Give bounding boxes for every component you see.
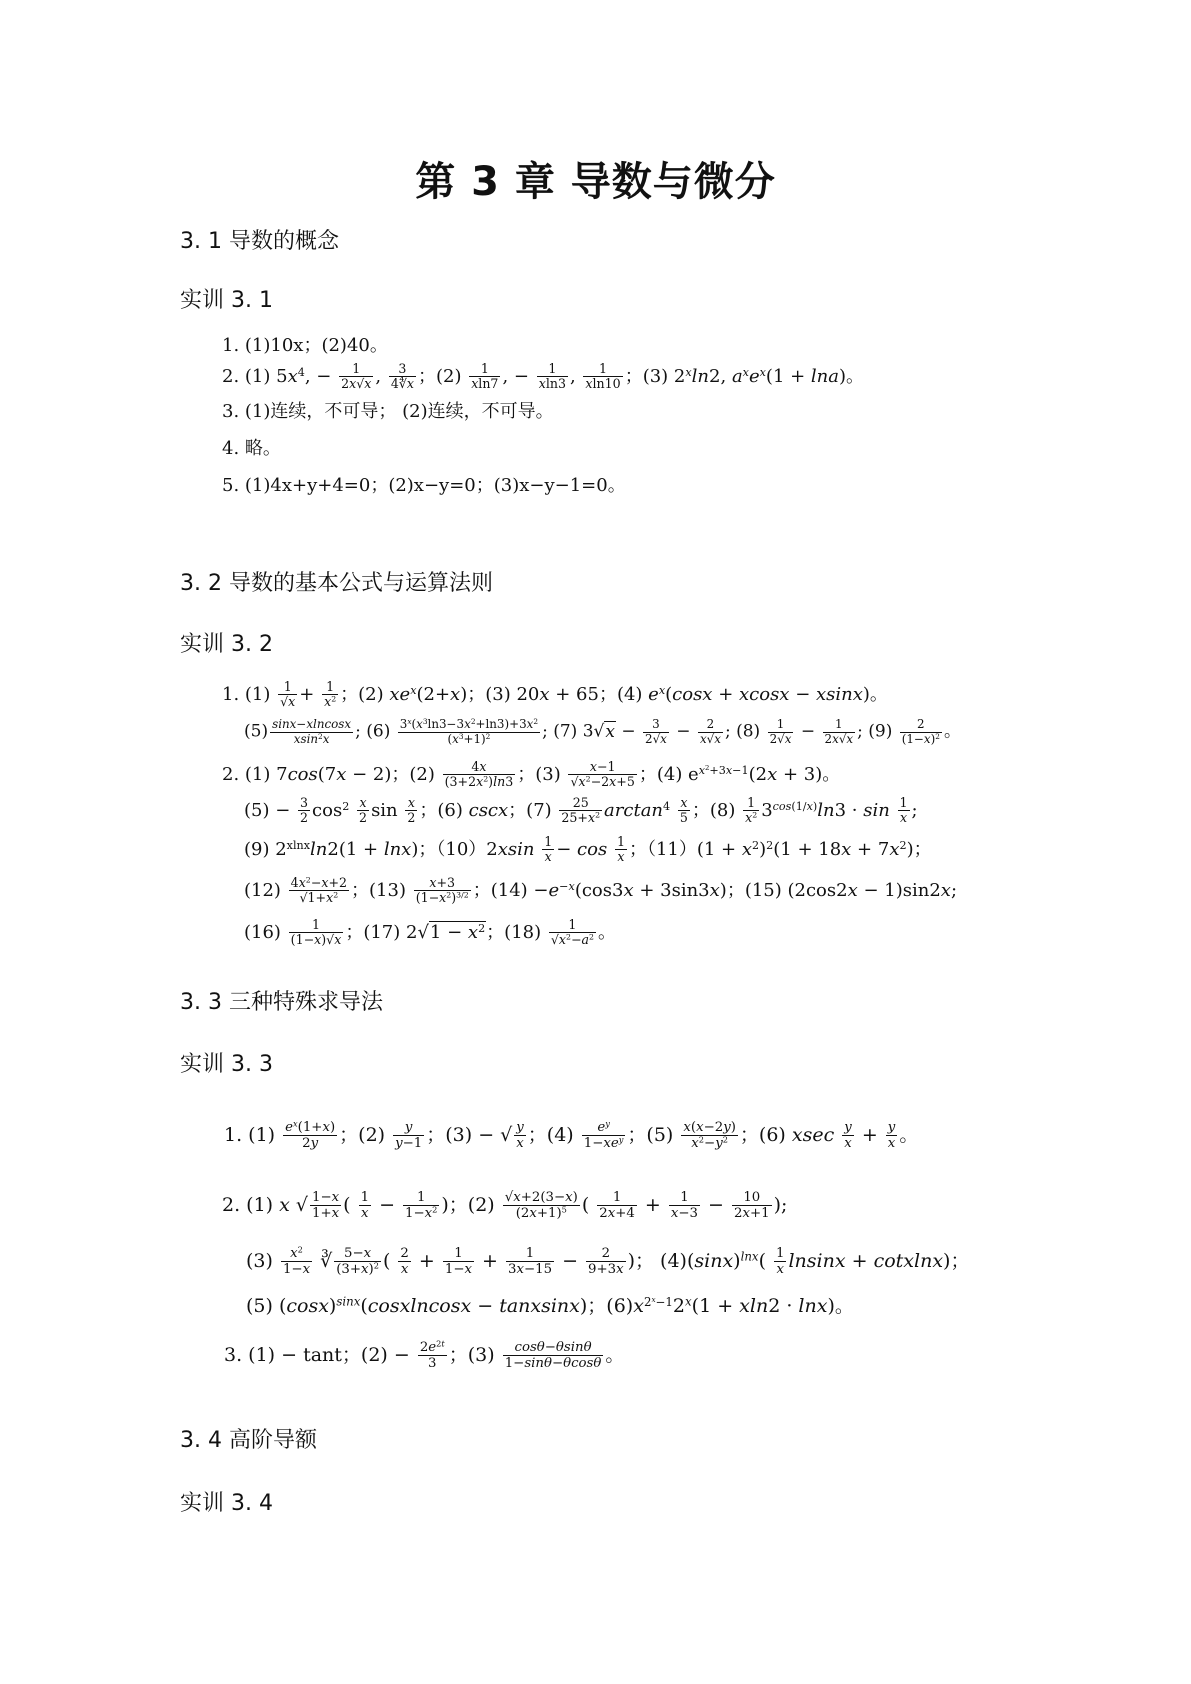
section-heading-3-4: 3. 4 高阶导额 (180, 1428, 317, 1453)
answer-3-1-3: 3. (1)连续，不可导； (2)连续，不可导。 (222, 401, 554, 422)
answer-3-2-2-e: (16) $\frac{1}{(1-x)√x}$ ；(17) $2√1 - x^2$；(18) $\frac{1}{√x^2-a^2}$ 。 (244, 917, 616, 948)
answer-3-1-5: 5. (1)4x+y+4=0；(2)x−y=0；(3)x−y−1=0。 (222, 475, 626, 496)
section-heading-3-2: 3. 2 导数的基本公式与运算法则 (180, 571, 493, 596)
exercise-heading-3-1: 实训 3. 1 (180, 288, 273, 313)
section-heading-3-3: 3. 3 三种特殊求导法 (180, 990, 383, 1015)
answer-3-2-1: 1. (1) $\frac{1}{√x}$ + $\frac{1}{x^2}$ ；(2) $xe^x(2+x)$；(3) 20x + 65；(4) $e^x(\cos x + xcosx - xsinx)$。 (222, 679, 888, 710)
answer-3-2-1-cont: (5) $\frac{\text{sinx−xlncosx}}{xsin^2x}$ ; (6) $\frac{3^x(x^3\ln 3-3x^2+\ln 3)+3x^2}{(x^3+1)^2}$ ; (7) 3√x − $\frac{3}{2√x}$ − $\frac{2}{x√x}$ ; (8) $\frac{1}{2√x}$ − $\frac{1}{2x√x}$ ; (9) $\frac{2}{(1-x)^2}$ 。 (244, 716, 961, 746)
answer-3-3-1: 1. (1) $\frac{e^x(1+x)}{2y}$ ；(2) $\frac{y}{y-1}$ ；(3) − √ $\frac{y}{x}$ ；(4) $e^y$ $1-xe^y$ ；(5) $\frac{x(x-2y)}{x^2-y^2}$ ；(6) xsec $\frac{y}{x}$ + $\frac{y}{x}$ 。 (224, 1118, 919, 1152)
answer-3-2-2: 2. (1) 7cos(7x − 2)；(2) $\frac{4x}{(3+2x^2)\ln 3}$ ；(3) $\frac{x-1}{√x^2-2x+5}$ ；(4) $e^{x^2+3x-1}(2x + 3)$。 (222, 759, 841, 790)
answer-3-3-3: 3. (1) − tant；(2) − $\frac{2e^{2t}}{3}$ ；(3) $\frac{\cos\theta-\theta\sin\theta}{1-\sin\theta-\theta\cos\theta}$ 。 (224, 1338, 625, 1372)
answer-3-1-1: 1. (1)10x；(2)40。 (222, 335, 388, 356)
exercise-heading-3-2: 实训 3. 2 (180, 632, 273, 657)
answer-3-1-2: 2. (1) $5x^4$, − $\frac{1}{2x√x}$ , $\frac{3}{4∜x}$ ；(2) $\frac{1}{xln7}$ , − $\frac{1}{xln3}$ , $\frac{1}{xln10}$ ；(3) 2$^x$ln2, $a^xe^x(1 + \ln a)$。 (222, 361, 865, 392)
exercise-heading-3-3: 实训 3. 3 (180, 1052, 273, 1077)
answer-3-3-2-c: (5) $(\cos x)^{sinx}(cosxlncosx$ − tanxsinx)；$(6)x^{2^x-1}2^x(1 + xln2 \cdot \ln x)$。 (246, 1294, 854, 1317)
answer-3-3-2: 2. (1) x √ $\frac{1-x}{1+x}$ ( $\frac{1}{x}$ − $\frac{1}{1-x^2}$ )；(2) $\frac{√x+2(3-x)}{(2x+1)^5}$ ( $\frac{1}{2x+4}$ + $\frac{1}{x-3}$ − $\frac{10}{2x+1}$ ); (222, 1190, 788, 1222)
answer-3-2-2-c: (9) $2^{xlnx}\ln 2(1 + \ln x)$；（10）2xsin $\frac{1}{x}$ − cos $\frac{1}{x}$ ；$(11)(1 + x^2)^2(1 + 18x + 7x^2)$； (244, 834, 932, 865)
answer-3-2-2-d: (12) $\frac{4x^2-x+2}{√1+x^2}$ ；(13) $\frac{x+3}{(1-x^2)^{3/2}}$ ；$(14) -e^{-x}(\cos 3x + 3\sin 3x)$；(15) (2cos2x − 1)sin2x; (244, 875, 958, 906)
answer-3-1-4: 4. 略。 (222, 438, 281, 459)
exercise-heading-3-4: 实训 3. 4 (180, 1491, 273, 1516)
section-heading-3-1: 3. 1 导数的概念 (180, 229, 339, 254)
answer-3-2-2-b: (5) − $\frac{3}{2}$ $\cos^2$ $\frac{x}{2}$ sin $\frac{x}{2}$ ；(6) cscx；(7) $\frac{25}{25+x^2}$ $\arctan^4$ $\frac{x}{5}$ ；(8) $\frac{1}{x^2}$ $3^{cos(1/x)}\ln 3 \cdot \sin$ $\frac{1}{x}$ ; (244, 795, 918, 826)
answer-3-3-2-b: (3) $\frac{x^2}{1-x}$ ∛ $\frac{5-x}{(3+x)^2}$ ( $\frac{2}{x}$ + $\frac{1}{1-x}$ + $\frac{1}{3x-15}$ − $\frac{2}{9+3x}$ )； $(4)(\sin x)^{lnx}$( $\frac{1}{x}$ lnsinx + cotxlnx)； (246, 1244, 970, 1278)
chapter-title: 第 3 章 导数与微分 (415, 159, 776, 205)
